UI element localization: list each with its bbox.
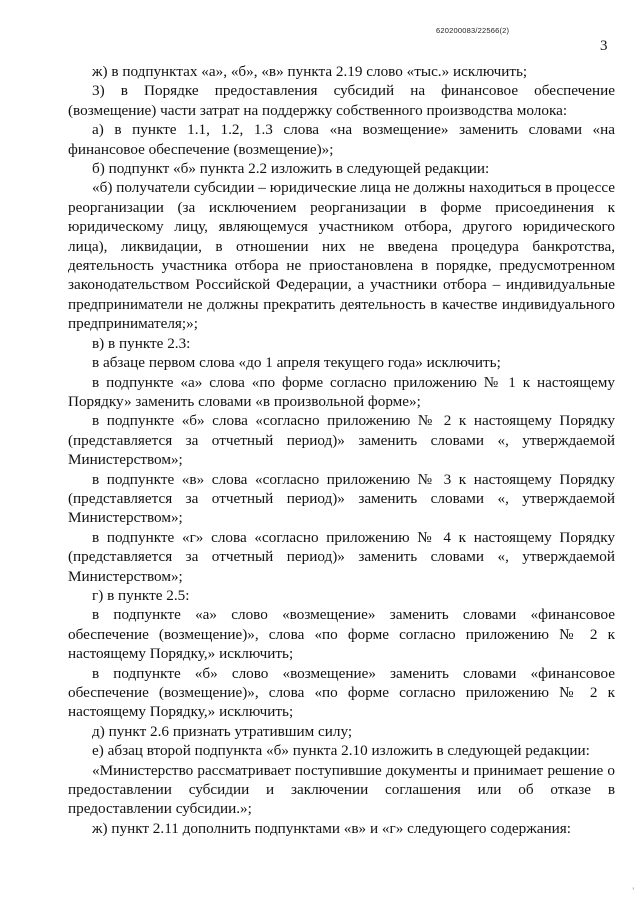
paragraph-16: е) абзац второй подпункта «б» пункта 2.10 изложить в следующей редакции: <box>92 742 590 760</box>
paragraph-12: г) в пункте 2.5: <box>92 586 190 604</box>
document-id: 620200083/22566(2) <box>436 26 510 35</box>
paragraph-13: в подпункте «а» слово «возмещение» заменить словами «финансовое обеспечение (возмещение)», слова «по форме согласно приложению № 2 к настоящему Порядку,» исключить; <box>68 606 615 663</box>
paragraph-4: б) подпункт «б» пункта 2.2 изложить в следующей редакции: <box>92 160 490 178</box>
paragraph-6: в) в пункте 2.3: <box>92 334 191 352</box>
paragraph-9: в подпункте «б» слова «согласно приложению № 2 к настоящему Порядку (представляется за отчетный период)» заменить словами «, утверждаемой Министерством»; <box>68 412 615 469</box>
corner-scan-mark: ᵌ <box>632 887 634 893</box>
paragraph-11: в подпункте «г» слова «согласно приложению № 4 к настоящему Порядку (представляется за отчетный период)» заменить словами «, утверждаемой Министерством»; <box>68 528 615 585</box>
paragraph-18: ж) пункт 2.11 дополнить подпунктами «в» и «г» следующего содержания: <box>92 819 571 837</box>
paragraph-5: «б) получатели субсидии – юридические лица не должны находиться в процессе реорганизации (за исключением реорганизации в форме присоединения к юридическому лицу, являющемуся участником отбора, другого юридического лица), ликвидации, в отношении них не введена процедура банкротства, деятельность участника отбора не приостановлена в порядке, предусмотренном законодательством Российской Федерации, а участники отбора – индивидуальные предприниматели не должны прекратить деятельность в качестве индивидуального предпринимателя;»; <box>68 179 615 333</box>
paragraph-2: 3) в Порядке предоставления субсидий на финансовое обеспечение (возмещение) части затрат на поддержку собственного производства молока: <box>68 82 615 119</box>
paragraph-10: в подпункте «в» слова «согласно приложению № 3 к настоящему Порядку (представляется за отчетный период)» заменить словами «, утверждаемой Министерством»; <box>68 470 615 527</box>
paragraph-7: в абзаце первом слова «до 1 апреля текущего года» исключить; <box>92 354 501 372</box>
paragraph-8: в подпункте «а» слова «по форме согласно приложению № 1 к настоящему Порядку» заменить словами «в произвольной форме»; <box>68 373 615 410</box>
page-number: 3 <box>600 38 608 54</box>
document-body <box>68 62 615 838</box>
paragraph-17: «Министерство рассматривает поступившие документы и принимает решение о предоставлении субсидии и заключении соглашения или об отказе в предоставлении субсидии.»; <box>68 761 615 818</box>
paragraph-15: д) пункт 2.6 признать утратившим силу; <box>92 722 353 740</box>
paragraph-3: а) в пункте 1.1, 1.2, 1.3 слова «на возмещение» заменить словами «на финансовое обеспечение (возмещение)»; <box>68 121 615 158</box>
paragraph-14: в подпункте «б» слово «возмещение» заменить словами «финансовое обеспечение (возмещение)», слова «по форме согласно приложению № 2 к настоящему Порядку,» исключить; <box>68 664 615 721</box>
paragraph-1: ж) в подпунктах «а», «б», «в» пункта 2.19 слово «тыс.» исключить; <box>92 63 528 80</box>
